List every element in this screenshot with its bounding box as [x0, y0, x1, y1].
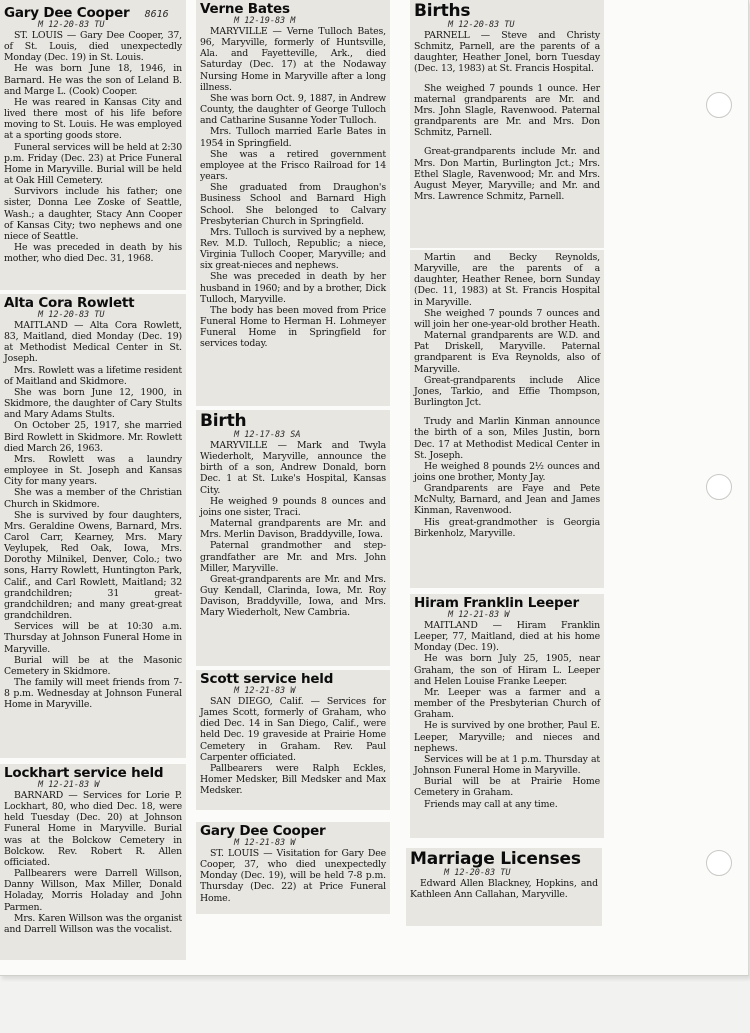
clipping-headline: Alta Cora Rowlett — [4, 295, 135, 311]
paragraph: On October 25, 1917, she married Bird Rowlett in Skidmore. Mr. Rowlett died March 26, 1963. — [4, 420, 182, 454]
clipping-headline: Gary Dee Cooper — [200, 823, 326, 839]
paragraph: He was preceded in death by his mother, who died Dec. 31, 1968. — [4, 241, 182, 265]
paragraph: Maternal grandparents are W.D. and Pat Driskell, Maryville. Paternal grandparent is Eva Reynolds, also of Maryville. — [414, 330, 600, 375]
paragraph: MARYVILLE — Verne Tulloch Bates, 96, Maryville, formerly of Huntsville, Ala. and Fayetteville, Ark., died Saturday (Dec. 17) at the Nodaway Nursing Home in Maryville after a long illness. — [200, 26, 386, 93]
paragraph: Friends may call at any time. — [424, 798, 558, 810]
paragraph: Great-grandparents include Mr. and Mrs. Don Martin, Burlington Jct.; Mrs. Ethel Slagle, Ravenwood; Mr. and Mrs. August Meyer, Maryville; and Mr. and Mrs. Lawrence Schmitz, Parnell. — [414, 146, 600, 203]
handwritten-date-note: M 12-21-83 W — [38, 780, 100, 790]
births-clipping-schmitz — [410, 0, 604, 248]
handwritten-date-note: M 12-21-83 W — [448, 610, 510, 620]
paragraph: She weighed 7 pounds 1 ounce. Her maternal grandparents are Mr. and Mrs. John Slagle, Ravenwood. Paternal grandparents are Mr. and Mrs. Don Schmitz, Parnell. — [414, 82, 600, 139]
handwritten-date-note: M 12-20-83 TU — [38, 310, 105, 320]
binder-hole — [706, 92, 732, 118]
obituary-clipping-gary-cooper-visitation — [196, 822, 390, 914]
paragraph: She weighed 7 pounds 7 ounces and will join her one-year-old brother Heath. — [414, 307, 600, 330]
clipping-headline: Births — [414, 1, 471, 21]
paragraph: Mr. Leeper was a farmer and a member of the Presbyterian Church of Graham. — [414, 686, 600, 721]
paragraph: Mrs. Tulloch is survived by a nephew, Rev. M.D. Tulloch, Republic; a niece, Virginia Tulloch Cooper, Maryville; and six great-nieces and nephews. — [200, 226, 386, 272]
paragraph: Maternal grandparents are Mr. and Mrs. Merlin Davison, Braddyville, Iowa. — [200, 518, 386, 541]
paragraph: She was preceded in death by her husband in 1960; and by a brother, Dick Tulloch, Maryville. — [200, 271, 386, 305]
paragraph: ST. LOUIS — Visitation for Gary Dee Cooper, 37, who died unexpectedly Monday (Dec. 19), will be held 7-8 p.m. Thursday (Dec. 22) at Price Funeral Home. — [200, 848, 386, 904]
clipping-headline: Hiram Franklin Leeper — [414, 595, 579, 611]
paragraph: BARNARD — Services for Lorie P. Lockhart, 80, who died Dec. 18, were held Tuesday (Dec. 20) at Johnson Funeral Home in Maryville. Burial was at the Bolckow Cemetery in Bolckow. Rev. Robert R. Allen officiated. — [4, 790, 182, 868]
clipping-headline: Verne Bates — [200, 1, 290, 17]
obituary-clipping-hiram-leeper — [410, 594, 604, 838]
clipping-headline: Lockhart service held — [4, 765, 164, 781]
paragraph: Grandparents are Faye and Pete McNulty, Barnard, and Jean and James Kinman, Ravenwood. — [414, 483, 600, 517]
paragraph: He weighed 9 pounds 8 ounces and joins one sister, Traci. — [200, 495, 386, 518]
clipping-headline: Scott service held — [200, 671, 334, 687]
paragraph: She graduated from Draughon's Business School and Barnard High School. She belonged to Calvary Presbyterian Church in Springfield. — [200, 182, 386, 227]
obituary-clipping-alta-rowlett — [0, 294, 186, 758]
obituary-clipping-scott — [196, 670, 390, 810]
paragraph: She was a retired government employee at the Frisco Railroad for 14 years. — [200, 148, 386, 183]
handwritten-date-note: M 12-20-83 TU — [444, 868, 511, 878]
paragraph: He was reared in Kansas City and lived there most of his life before moving to St. Louis. He was employed at a sporting goods store. — [4, 96, 182, 142]
handwritten-date-note: M 12-21-83 W — [234, 838, 296, 848]
handwritten-date-note: M 12-20-83 TU — [448, 20, 515, 30]
obituary-clipping-verne-bates — [196, 0, 390, 406]
obituary-clipping-lockhart — [0, 764, 186, 960]
paragraph: She was a member of the Christian Church in Skidmore. — [4, 487, 182, 510]
paragraph: Pallbearers were Ralph Eckles, Homer Medsker, Bill Medsker and Max Medsker. — [200, 762, 386, 797]
paragraph: Burial will be at the Masonic Cemetery in Skidmore. — [4, 654, 182, 677]
paragraph: Pallbearers were Darrell Willson, Danny Willson, Max Miller, Donald Holaday, Morris Holaday and John Parmen. — [4, 868, 182, 913]
births-clipping-reynolds-kinman — [410, 250, 604, 588]
obituary-clipping-gary-cooper — [0, 0, 186, 290]
handwritten-date-note: M 12-21-83 W — [234, 686, 296, 696]
paragraph: He was born July 25, 1905, near Graham, the son of Hiram L. Leeper and Helen Louise Franke Leeper. — [414, 653, 600, 687]
paragraph: Paternal grandmother and step-grandfather are Mr. and Mrs. John Miller, Maryville. — [200, 540, 386, 574]
marriage-licenses-clipping — [406, 848, 602, 926]
paragraph: She was born June 12, 1900, in Skidmore, the daughter of Cary Stults and Mary Adams Stults. — [4, 386, 182, 421]
clipping-headline: Gary Dee Cooper — [4, 5, 130, 21]
paragraph: MAITLAND — Hiram Franklin Leeper, 77, Maitland, died at his home Monday (Dec. 19). — [414, 620, 600, 654]
paragraph: Trudy and Marlin Kinman announce the birth of a son, Miles Justin, born Dec. 17 at Methodist Medical Center in St. Joseph. — [414, 416, 600, 461]
handwritten-date-note: M 12-20-83 TU — [38, 20, 105, 30]
clipping-headline: Birth — [200, 411, 247, 431]
paragraph: SAN DIEGO, Calif. — Services for James Scott, formerly of Graham, who died Dec. 14 in San Diego, Calif., were held Dec. 19 graveside at Prairie Home Cemetery in Graham. Rev. Paul Carpenter officiated. — [200, 696, 386, 763]
paragraph: PARNELL — Steve and Christy Schmitz, Parnell, are the parents of a daughter, Heather Jonel, born Tuesday (Dec. 13, 1983) at St. Francis Hospital. — [414, 30, 600, 75]
paragraph: Edward Allen Blackney, Hopkins, and Kathleen Ann Callahan, Maryville. — [410, 878, 598, 901]
paragraph: His great-grandmother is Georgia Birkenholz, Maryville. — [414, 516, 600, 539]
paragraph: Mrs. Karen Willson was the organist and Darrell Willson was the vocalist. — [4, 912, 182, 935]
paragraph: She was born Oct. 9, 1887, in Andrew County, the daughter of George Tulloch and Catharine Susanne Yoder Tulloch. — [200, 92, 386, 127]
paragraph: Mrs. Tulloch married Earle Bates in 1954 in Springfield. — [200, 126, 386, 149]
binder-hole — [706, 474, 732, 500]
handwritten-date-note: M 12-19-83 M — [234, 16, 296, 26]
binder-hole — [706, 850, 732, 876]
paragraph: Burial will be at Prairie Home Cemetery in Graham. — [414, 776, 600, 799]
paragraph: Mrs. Rowlett was a lifetime resident of Maitland and Skidmore. — [4, 364, 182, 387]
paragraph: The family will meet friends from 7-8 p.m. Wednesday at Johnson Funeral Home in Maryville. — [4, 677, 182, 711]
handwritten-date-note: M 12-17-83 SA — [234, 430, 301, 440]
handwritten-page-number: 8616 — [144, 9, 169, 20]
paragraph: Great-grandparents are Mr. and Mrs. Guy Kendall, Clarinda, Iowa, Mr. Roy Davison, Braddyville, Iowa, and Mrs. Mary Wiederholt, New Cambria. — [200, 573, 386, 619]
paragraph: Mrs. Rowlett was a laundry employee in St. Joseph and Kansas City for many years. — [4, 453, 182, 488]
paragraph: Survivors include his father; one sister, Donna Lee Zoske of Seattle, Wash.; a daughter, Stacy Ann Cooper of Kansas City; two nephews and one niece of Seattle. — [4, 186, 182, 242]
paragraph: He is survived by one brother, Paul E. Leeper, Maryville; and nieces and nephews. — [414, 720, 600, 754]
paragraph: Services will be at 1 p.m. Thursday at Johnson Funeral Home in Maryville. — [414, 753, 600, 777]
paragraph: Martin and Becky Reynolds, Maryville, are the parents of a daughter, Heather Renee, born Sunday (Dec. 11, 1983) at St. Francis Hospital in Maryville. — [414, 252, 600, 308]
paragraph: The body has been moved from Price Funeral Home to Herman H. Lohmeyer Funeral Home in Springfield for services today. — [200, 304, 386, 350]
clipping-headline: Marriage Licenses — [410, 849, 581, 869]
paragraph: MAITLAND — Alta Cora Rowlett, 83, Maitland, died Monday (Dec. 19) at Methodist Medical Center in St. Joseph. — [4, 320, 182, 365]
paragraph: Funeral services will be held at 2:30 p.m. Friday (Dec. 23) at Price Funeral Home in Maryville. Burial will be held at Oak Hill Cemetery. — [4, 141, 182, 187]
paragraph: He was born June 18, 1946, in Barnard. He was the son of Leland B. and Marge L. (Cook) Cooper. — [4, 63, 182, 97]
birth-clipping-wiederholt — [196, 410, 390, 666]
paragraph: ST. LOUIS — Gary Dee Cooper, 37, of St. Louis, died unexpectedly Monday (Dec. 19) in St. Louis. — [4, 30, 182, 64]
paragraph: Great-grandparents include Alice Jones, Tarkio, and Effie Thompson, Burlington Jct. — [414, 374, 600, 409]
paragraph: He weighed 8 pounds 2½ ounces and joins one brother, Monty Jay. — [414, 460, 600, 483]
paragraph: MARYVILLE — Mark and Twyla Wiederholt, Maryville, announce the birth of a son, Andrew Donald, born Dec. 1 at St. Luke's Hospital, Kansas City. — [200, 440, 386, 496]
paragraph: Services will be at 10:30 a.m. Thursday at Johnson Funeral Home in Maryville. — [4, 621, 182, 655]
paragraph: She is survived by four daughters, Mrs. Geraldine Owens, Barnard, Mrs. Carol Carr, Kearney, Mrs. Mary Veylupek, Red Oak, Iowa, Mrs. Dorothy Milnikel, Denver, Colo.; two sons, Harry Rowlett, Huntington Park, Calif., and Carl Rowlett, Maitland; 32 grandchildren; 31 great-grandchildren; and many great-great grandchildren. — [4, 509, 182, 622]
